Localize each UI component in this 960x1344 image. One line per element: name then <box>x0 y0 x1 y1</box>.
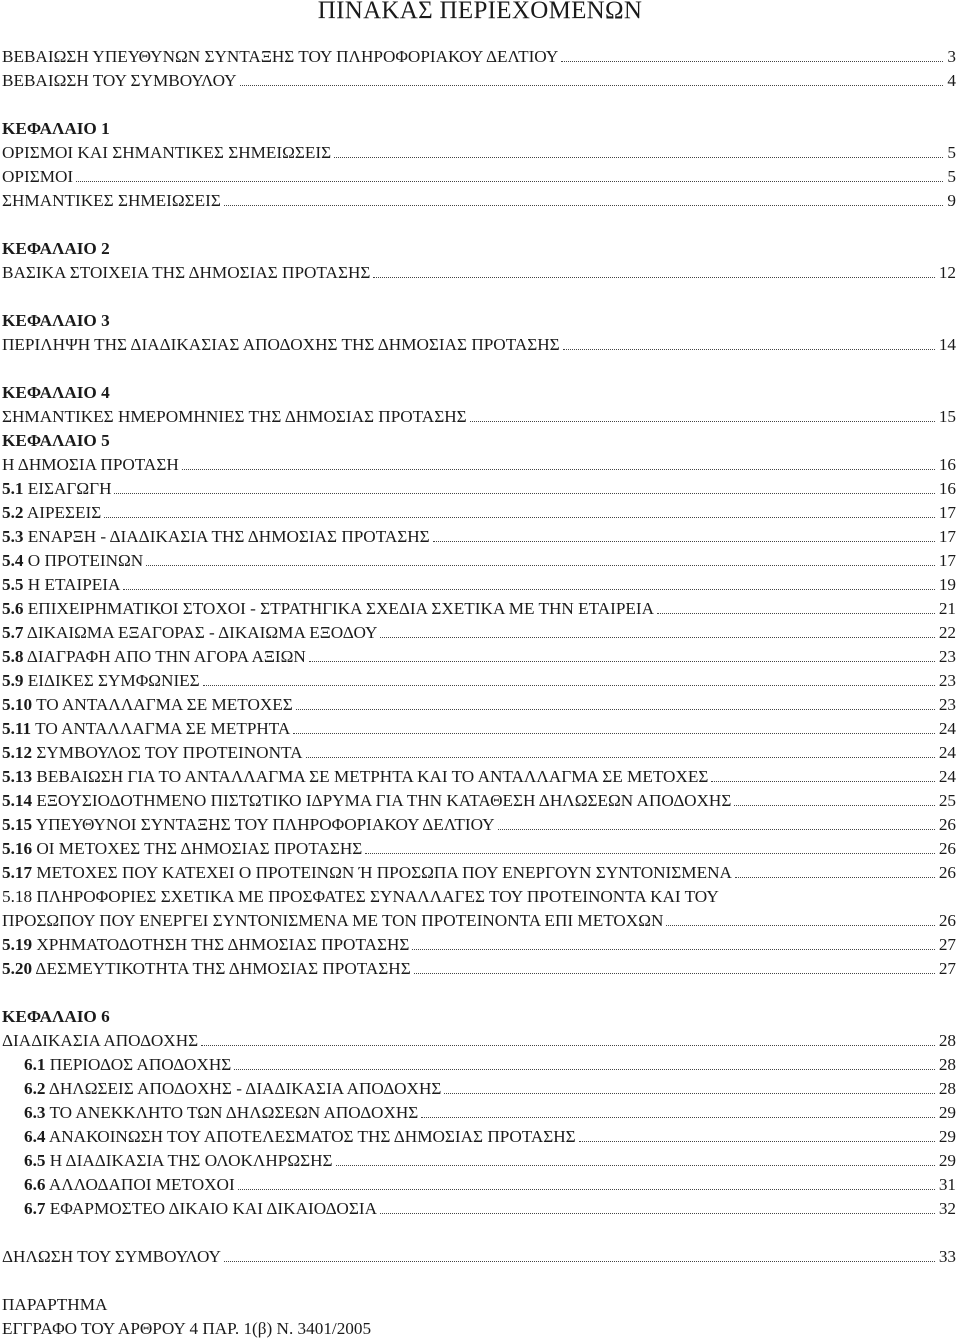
section-number: 5.11 <box>2 719 32 738</box>
section-number: 5.3 <box>2 527 24 546</box>
chapter-heading: ΚΕΦΑΛΑΙΟ 1 <box>2 119 110 138</box>
section-title: ΤΟ ΑΝΤΑΛΛΑΓΜΑ ΣΕ ΜΕΤΟΧΕΣ <box>32 695 293 714</box>
page-number: 23 <box>938 695 956 714</box>
dot-leader <box>666 925 934 926</box>
toc-entry-label <box>2 142 331 164</box>
dot-leader <box>380 1213 935 1214</box>
page-number: 24 <box>938 719 956 738</box>
page-number: 16 <box>938 479 956 498</box>
toc-entry-label <box>2 478 111 500</box>
toc-entry[interactable] <box>2 598 956 620</box>
section-number: 6.7 <box>24 1199 46 1218</box>
toc-entry[interactable] <box>2 70 956 92</box>
section-title: ΜΕΤΟΧΕΣ ΠΟΥ ΚΑΤΕΧΕΙ Ο ΠΡΟΤΕΙΝΩΝ Ή ΠΡΟΣΩΠΑ ΠΟΥ ΕΝΕΡΓΟΥΝ ΣΥΝΤΟΝΙΣΜΕΝΑ <box>32 863 732 882</box>
dot-leader <box>114 493 934 494</box>
toc-entry[interactable] <box>2 790 956 812</box>
section-title: ΑΙΡΕΣΕΙΣ <box>23 503 102 522</box>
toc-entry[interactable] <box>2 838 956 860</box>
dot-leader <box>470 421 935 422</box>
dot-leader <box>234 1069 935 1070</box>
dot-leader <box>373 277 934 278</box>
toc-entry-label <box>2 406 467 428</box>
chapter-heading: ΚΕΦΑΛΑΙΟ 4 <box>2 383 110 402</box>
toc-entry[interactable] <box>2 502 956 524</box>
page-number: 21 <box>938 599 956 618</box>
page-number: 25 <box>938 791 956 810</box>
section-title: ΔΙΑΓΡΑΦΗ ΑΠΟ ΤΗΝ ΑΓΟΡΑ ΑΞΙΩΝ <box>23 647 306 666</box>
page-number: 33 <box>938 1247 956 1266</box>
section-title: Η ΕΤΑΙΡΕΙΑ <box>23 575 121 594</box>
page-number: 29 <box>938 1151 956 1170</box>
toc-entry-label <box>24 1174 235 1196</box>
section-title: ΥΠΕΥΘΥΝΟΙ ΣΥΝΤΑΞΗΣ ΤΟΥ ΠΛΗΡΟΦΟΡΙΑΚΟΥ ΔΕΛΤΙΟΥ <box>32 815 495 834</box>
dot-leader <box>224 1261 935 1262</box>
section-title: ΤΟ ΑΝΕΚΚΛΗΤΟ ΤΩΝ ΔΗΛΩΣΕΩΝ ΑΠΟΔΟΧΗΣ <box>45 1103 419 1122</box>
toc-entry-label <box>2 742 303 764</box>
section-number: 6.4 <box>24 1127 46 1146</box>
dot-leader <box>444 1093 934 1094</box>
dot-leader <box>182 469 935 470</box>
section-number: 6.2 <box>24 1079 46 1098</box>
toc-entry-label <box>2 1246 221 1268</box>
toc-entry[interactable] <box>2 262 956 284</box>
dot-leader <box>240 85 944 86</box>
toc-entry-label <box>2 46 558 68</box>
page-number: 29 <box>938 1103 956 1122</box>
toc-entry[interactable] <box>2 958 956 980</box>
toc-entry-label <box>24 1102 418 1124</box>
section-number: 5.1 <box>2 479 24 498</box>
section-number: 5.18 <box>2 887 33 906</box>
dot-leader <box>76 181 943 182</box>
dot-leader <box>203 685 935 686</box>
page-number: 14 <box>938 335 956 354</box>
toc-entry[interactable] <box>2 406 956 428</box>
section-title: ΕΙΣΑΓΩΓΗ <box>23 479 112 498</box>
toc-entry-label <box>2 334 560 356</box>
toc-entry[interactable] <box>2 742 956 764</box>
toc-entry-label <box>2 262 370 284</box>
section-title: ΕΦΑΡΜΟΣΤΕΟ ΔΙΚΑΙΟ ΚΑΙ ΔΙΚΑΙΟΔΟΣΙΑ <box>45 1199 377 1218</box>
toc-entry[interactable] <box>2 1030 956 1052</box>
toc-entry[interactable] <box>2 190 956 212</box>
page-number: 15 <box>938 407 956 426</box>
toc-entry[interactable] <box>2 622 956 644</box>
dot-leader <box>498 829 935 830</box>
page-number: 27 <box>938 935 956 954</box>
page-number: 24 <box>938 767 956 786</box>
section-number: 6.3 <box>24 1103 46 1122</box>
section-title: ΣΗΜΑΝΤΙΚΕΣ ΣΗΜΕΙΩΣΕΙΣ <box>2 191 221 210</box>
dot-leader <box>336 1165 935 1166</box>
page-number: 27 <box>938 959 956 978</box>
section-title: ΣΥΜΒΟΥΛΟΣ ΤΟΥ ΠΡΟΤΕΙΝΟΝΤΑ <box>32 743 303 762</box>
section-number: 5.4 <box>2 551 24 570</box>
section-title: ΑΛΛΟΔΑΠΟΙ ΜΕΤΟΧΟΙ <box>45 1175 235 1194</box>
section-number: 5.2 <box>2 503 24 522</box>
dot-leader <box>563 349 935 350</box>
section-title: ΒΕΒΑΙΩΣΗ ΥΠΕΥΘΥΝΩΝ ΣΥΝΤΑΞΗΣ ΤΟΥ ΠΛΗΡΟΦΟΡΙΑΚΟΥ ΔΕΛΤΙΟΥ <box>2 47 559 66</box>
section-number: 6.1 <box>24 1055 46 1074</box>
toc-entry[interactable] <box>2 142 956 164</box>
section-title: ΔΗΛΩΣΗ ΤΟΥ ΣΥΜΒΟΥΛΟΥ <box>2 1247 221 1266</box>
toc-entry-label <box>2 166 73 188</box>
section-number: 5.8 <box>2 647 24 666</box>
section-number: 5.17 <box>2 863 33 882</box>
toc-title: ΠΙΝΑΚΑΣ ΠΕΡΙΕΧΟΜΕΝΩΝ <box>317 0 643 24</box>
toc-entry[interactable] <box>2 814 956 836</box>
toc-entry[interactable] <box>2 454 956 476</box>
section-number: 5.16 <box>2 839 33 858</box>
page-number: 17 <box>938 527 956 546</box>
toc-entry[interactable] <box>24 1126 956 1148</box>
section-number: 6.6 <box>24 1175 46 1194</box>
dot-leader <box>421 1117 935 1118</box>
page-number: 26 <box>938 863 956 882</box>
page-number: 28 <box>938 1055 956 1074</box>
toc-entry-label <box>2 934 409 956</box>
toc-entry[interactable] <box>2 550 956 572</box>
page-number: 24 <box>938 743 956 762</box>
page-number: 26 <box>938 839 956 858</box>
page-number: 17 <box>938 503 956 522</box>
dot-leader <box>334 157 943 158</box>
section-title: ΑΝΑΚΟΙΝΩΣΗ ΤΟΥ ΑΠΟΤΕΛΕΣΜΑΤΟΣ ΤΗΣ ΔΗΜΟΣΙΑΣ ΠΡΟΤΑΣΗΣ <box>45 1127 576 1146</box>
toc-entry-label <box>24 1150 333 1172</box>
toc-entry[interactable] <box>2 718 956 740</box>
dot-leader <box>412 949 934 950</box>
toc-entry-label <box>2 598 654 620</box>
section-title: ΕΓΓΡΑΦΟ ΤΟΥ ΑΡΘΡΟΥ 4 ΠΑΡ. 1(β) Ν. 3401/2005 <box>2 1319 372 1338</box>
toc-entry-label <box>2 1295 107 1314</box>
section-title: Η ΔΗΜΟΣΙΑ ΠΡΟΤΑΣΗ <box>2 455 179 474</box>
toc-entry[interactable] <box>2 934 956 956</box>
section-number: 5.7 <box>2 623 24 642</box>
page-number: 5 <box>947 167 956 186</box>
section-title: ΟΡΙΣΜΟΙ <box>2 167 74 186</box>
page-number: 26 <box>938 815 956 834</box>
dot-leader <box>380 637 934 638</box>
dot-leader <box>735 877 935 878</box>
page-number: 9 <box>947 191 956 210</box>
toc-entry[interactable] <box>2 646 956 668</box>
toc-entry[interactable] <box>2 670 956 692</box>
page-number: 22 <box>938 623 956 642</box>
section-title: ΕΙΔΙΚΕΣ ΣΥΜΦΩΝΙΕΣ <box>23 671 200 690</box>
toc-entry-label <box>24 1054 231 1076</box>
toc-entry[interactable] <box>2 478 956 500</box>
page-number: 32 <box>938 1199 956 1218</box>
page-number: 28 <box>938 1079 956 1098</box>
toc-entry-label <box>2 502 101 524</box>
toc-entry-label <box>2 646 306 668</box>
toc-entry-label <box>2 887 719 906</box>
section-title: ΟΡΙΣΜΟΙ ΚΑΙ ΣΗΜΑΝΤΙΚΕΣ ΣΗΜΕΙΩΣΕΙΣ <box>2 143 332 162</box>
toc-entry-label <box>2 70 237 92</box>
toc-entry[interactable] <box>24 1198 956 1220</box>
toc-entry-label <box>2 814 495 836</box>
toc-entry-label <box>2 790 731 812</box>
chapter-heading: ΚΕΦΑΛΑΙΟ 5 <box>2 431 110 450</box>
dot-leader <box>414 973 935 974</box>
toc-entry[interactable] <box>2 574 956 596</box>
page-number: 3 <box>947 47 956 66</box>
toc-text-line[interactable] <box>2 1294 107 1316</box>
toc-entry-label <box>2 574 120 596</box>
toc-entry-label <box>2 550 143 572</box>
section-title: ΟΙ ΜΕΤΟΧΕΣ ΤΗΣ ΔΗΜΟΣΙΑΣ ΠΡΟΤΑΣΗΣ <box>32 839 363 858</box>
section-title: ΒΕΒΑΙΩΣΗ ΓΙΑ ΤΟ ΑΝΤΑΛΛΑΓΜΑ ΣΕ ΜΕΤΡΗΤΑ ΚΑΙ ΤΟ ΑΝΤΑΛΛΑΓΜΑ ΣΕ ΜΕΤΟΧΕΣ <box>32 767 709 786</box>
dot-leader <box>365 853 935 854</box>
chapter-heading: ΚΕΦΑΛΑΙΟ 6 <box>2 1007 110 1026</box>
toc-entry[interactable] <box>2 694 956 716</box>
dot-leader <box>146 565 935 566</box>
dot-leader <box>306 757 935 758</box>
dot-leader <box>579 1141 935 1142</box>
dot-leader <box>309 661 935 662</box>
page-number: 17 <box>938 551 956 570</box>
section-number: 5.20 <box>2 959 33 978</box>
section-number: 5.5 <box>2 575 24 594</box>
dot-leader <box>201 1045 935 1046</box>
toc-entry-label <box>2 694 293 716</box>
section-title: ΕΠΙΧΕΙΡΗΜΑΤΙΚΟΙ ΣΤΟΧΟΙ - ΣΤΡΑΤΗΓΙΚΑ ΣΧΕΔΙΑ ΣΧΕΤΙΚΑ ΜΕ ΤΗΝ ΕΤΑΙΡΕΙΑ <box>23 599 655 618</box>
toc-entry-label <box>2 1319 371 1338</box>
page-number: 16 <box>938 455 956 474</box>
toc-entry-label <box>24 1126 576 1148</box>
toc-entry[interactable] <box>2 862 956 884</box>
toc-entry[interactable] <box>2 1246 956 1268</box>
section-title: ΠΡΟΣΩΠΟΥ ΠΟΥ ΕΝΕΡΓΕΙ ΣΥΝΤΟΝΙΣΜΕΝΑ ΜΕ ΤΟΝ ΠΡΟΤΕΙΝΟΝΤΑ ΕΠΙ ΜΕΤΟΧΩΝ <box>2 911 664 930</box>
section-title: ΔΙΑΔΙΚΑΣΙΑ ΑΠΟΔΟΧΗΣ <box>2 1031 199 1050</box>
section-title: ΒΑΣΙΚΑ ΣΤΟΙΧΕΙΑ ΤΗΣ ΔΗΜΟΣΙΑΣ ΠΡΟΤΑΣΗΣ <box>2 263 371 282</box>
section-title: ΠΛΗΡΟΦΟΡΙΕΣ ΣΧΕΤΙΚΑ ΜΕ ΠΡΟΣΦΑΤΕΣ ΣΥΝΑΛΛΑΓΕΣ ΤΟΥ ΠΡΟΤΕΙΝΟΝΤΑ ΚΑΙ ΤΟΥ <box>32 887 719 906</box>
chapter-heading: ΚΕΦΑΛΑΙΟ 3 <box>2 311 110 330</box>
chapter-heading: ΚΕΦΑΛΑΙΟ 2 <box>2 239 110 258</box>
toc-entry[interactable] <box>2 46 956 68</box>
section-title: Ο ΠΡΟΤΕΙΝΩΝ <box>23 551 144 570</box>
toc-entry-label <box>24 1078 441 1100</box>
dot-leader <box>734 805 934 806</box>
section-number: 5.13 <box>2 767 33 786</box>
toc-entry-label <box>2 454 179 476</box>
toc-entry[interactable] <box>24 1054 956 1076</box>
toc-entry[interactable] <box>24 1102 956 1124</box>
toc-entry-label <box>2 526 430 548</box>
toc-entry[interactable] <box>2 334 956 356</box>
dot-leader <box>296 709 935 710</box>
section-title: ΔΙΚΑΙΩΜΑ ΕΞΑΓΟΡΑΣ - ΔΙΚΑΙΩΜΑ ΕΞΟΔΟΥ <box>23 623 378 642</box>
dot-leader <box>293 733 934 734</box>
toc-entry-label <box>2 838 362 860</box>
section-number: 5.14 <box>2 791 33 810</box>
dot-leader <box>123 589 934 590</box>
toc-entry[interactable] <box>2 526 956 548</box>
page-number: 19 <box>938 575 956 594</box>
page-number: 28 <box>938 1031 956 1050</box>
toc-entry-label <box>2 190 221 212</box>
toc-entry-label <box>2 718 290 740</box>
section-number: 5.6 <box>2 599 24 618</box>
toc-entry-label <box>2 958 411 980</box>
section-title: ΔΕΣΜΕΥΤΙΚΟΤΗΤΑ ΤΗΣ ΔΗΜΟΣΙΑΣ ΠΡΟΤΑΣΗΣ <box>32 959 411 978</box>
section-title: ΠΕΡΙΛΗΨΗ ΤΗΣ ΔΙΑΔΙΚΑΣΙΑΣ ΑΠΟΔΟΧΗΣ ΤΗΣ ΔΗΜΟΣΙΑΣ ΠΡΟΤΑΣΗΣ <box>2 335 560 354</box>
dot-leader <box>104 517 935 518</box>
toc-entry[interactable] <box>24 1174 956 1196</box>
toc-entry-label <box>2 910 663 932</box>
page-number: 26 <box>938 911 956 930</box>
page-number: 23 <box>938 647 956 666</box>
dot-leader <box>561 61 943 62</box>
dot-leader <box>711 781 934 782</box>
toc-entry-label <box>2 1030 198 1052</box>
dot-leader <box>433 541 935 542</box>
section-number: 5.12 <box>2 743 33 762</box>
dot-leader <box>657 613 935 614</box>
section-title: ΔΗΛΩΣΕΙΣ ΑΠΟΔΟΧΗΣ - ΔΙΑΔΙΚΑΣΙΑ ΑΠΟΔΟΧΗΣ <box>45 1079 442 1098</box>
dot-leader <box>224 205 944 206</box>
page-number: 4 <box>947 71 956 90</box>
toc-entry-label <box>2 766 708 788</box>
section-number: 6.5 <box>24 1151 46 1170</box>
toc-entry[interactable] <box>2 766 956 788</box>
section-title: ΠΕΡΙΟΔΟΣ ΑΠΟΔΟΧΗΣ <box>45 1055 232 1074</box>
toc-entry[interactable] <box>24 1150 956 1172</box>
dot-leader <box>238 1189 935 1190</box>
toc-entry[interactable] <box>2 166 956 188</box>
page-number: 12 <box>938 263 956 282</box>
toc-entry[interactable] <box>2 910 956 932</box>
toc-text-line[interactable] <box>2 1318 371 1340</box>
toc-text-line[interactable] <box>2 886 719 908</box>
toc-entry-label <box>2 862 732 884</box>
section-title: ΣΗΜΑΝΤΙΚΕΣ ΗΜΕΡΟΜΗΝΙΕΣ ΤΗΣ ΔΗΜΟΣΙΑΣ ΠΡΟΤΑΣΗΣ <box>2 407 467 426</box>
section-title: ΧΡΗΜΑΤΟΔΟΤΗΣΗ ΤΗΣ ΔΗΜΟΣΙΑΣ ΠΡΟΤΑΣΗΣ <box>32 935 410 954</box>
section-number: 5.9 <box>2 671 24 690</box>
toc-entry-label <box>24 1198 377 1220</box>
section-title: ΤΟ ΑΝΤΑΛΛΑΓΜΑ ΣΕ ΜΕΤΡΗΤΑ <box>31 719 291 738</box>
section-number: 5.10 <box>2 695 33 714</box>
section-title: ΕΝΑΡΞΗ - ΔΙΑΔΙΚΑΣΙΑ ΤΗΣ ΔΗΜΟΣΙΑΣ ΠΡΟΤΑΣΗΣ <box>23 527 430 546</box>
section-number: 5.19 <box>2 935 33 954</box>
section-title: Η ΔΙΑΔΙΚΑΣΙΑ ΤΗΣ ΟΛΟΚΛΗΡΩΣΗΣ <box>45 1151 333 1170</box>
toc-entry[interactable] <box>24 1078 956 1100</box>
page-number: 23 <box>938 671 956 690</box>
page-number: 5 <box>947 143 956 162</box>
page-number: 29 <box>938 1127 956 1146</box>
section-title: ΕΞΟΥΣΙΟΔΟΤΗΜΕΝΟ ΠΙΣΤΩΤΙΚΟ ΙΔΡΥΜΑ ΓΙΑ ΤΗΝ ΚΑΤΑΘΕΣΗ ΔΗΛΩΣΕΩΝ ΑΠΟΔΟΧΗΣ <box>32 791 732 810</box>
toc-entry-label <box>2 670 200 692</box>
section-title: ΒΕΒΑΙΩΣΗ ΤΟΥ ΣΥΜΒΟΥΛΟΥ <box>2 71 237 90</box>
section-title: ΠΑΡΑΡΤΗΜΑ <box>2 1295 108 1314</box>
toc-entry-label <box>2 622 377 644</box>
page-number: 31 <box>938 1175 956 1194</box>
section-number: 5.15 <box>2 815 33 834</box>
